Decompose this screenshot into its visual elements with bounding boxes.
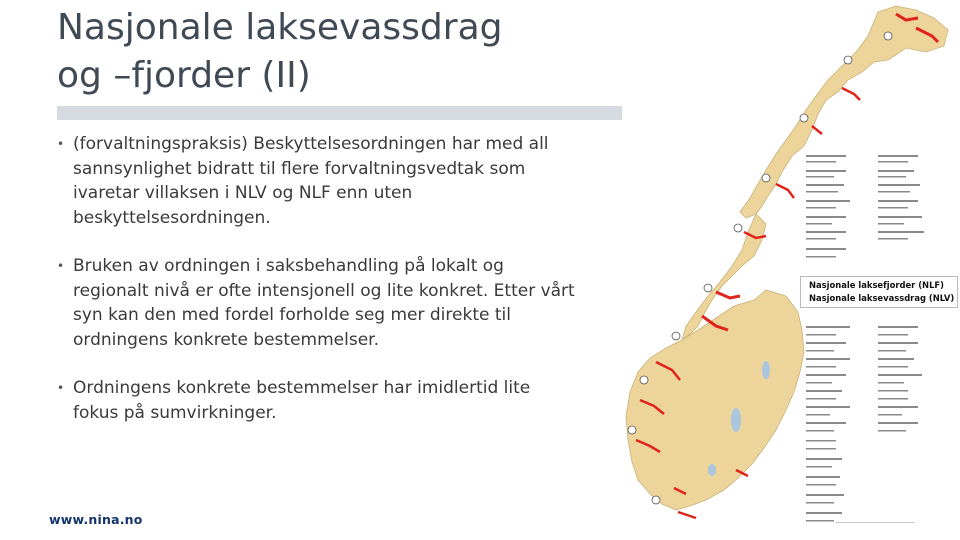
map-legend (800, 276, 958, 308)
map-marker (672, 332, 680, 340)
bullet-item (57, 376, 577, 425)
bullet-dot-icon: • (57, 259, 65, 273)
bullet-text: (forvaltningspraksis) Beskyttelsesordningen har med all sannsynlighet bidratt til flere forvaltningsvedtak som ivaretar villaksen i NLV og NLF enn uten beskyttelsesordningen. (73, 134, 549, 228)
map-land-north (740, 6, 948, 218)
legend-rivers: Nasjonale laksevassdrag (NLV) (809, 293, 955, 303)
map-protected-river (812, 126, 822, 134)
bullet-list (57, 132, 577, 449)
map-marker (734, 224, 742, 232)
title-divider (57, 106, 622, 120)
map-lake (731, 408, 741, 432)
map-marker (704, 284, 712, 292)
bullet-item (57, 254, 577, 352)
legend-fjords: Nasjonale laksefjorder (NLF) (809, 280, 944, 290)
map-marker (800, 114, 808, 122)
footer-url: www.nina.no (49, 512, 143, 527)
map-protected-river (776, 184, 794, 198)
bullet-text: Bruken av ordningen i saksbehandling på lokalt og regionalt nivå er ofte intensjonell og lite konkret. Etter vårt syn kan den med fordel forholde seg mer direkte til ordningens konkrete bestemmelser. (73, 256, 575, 350)
page-title (57, 4, 617, 100)
map-lake (708, 464, 716, 476)
map-marker (640, 376, 648, 384)
bullet-text: Ordningens konkrete bestemmelser har imidlertid lite fokus på sumvirkninger. (73, 378, 531, 423)
map-lake (762, 361, 770, 379)
map-marker (762, 174, 770, 182)
bullet-dot-icon: • (57, 137, 65, 151)
map-protected-river (678, 512, 696, 518)
map-marker (844, 56, 852, 64)
map-protected-river (842, 88, 860, 100)
map-side-list-top (806, 155, 924, 258)
map-marker (628, 426, 636, 434)
bullet-dot-icon: • (57, 381, 65, 395)
map-marker (884, 32, 892, 40)
map-protected-river (716, 292, 740, 298)
map-marker (652, 496, 660, 504)
title-line-2: og –fjorder (II) (57, 55, 311, 96)
norway-map (616, 0, 960, 540)
map-bottom-line (835, 522, 915, 523)
bullet-item (57, 132, 577, 230)
title-line-1: Nasjonale laksevassdrag (57, 7, 503, 48)
map-land-south (626, 290, 804, 510)
map-side-list-bottom (806, 326, 922, 522)
